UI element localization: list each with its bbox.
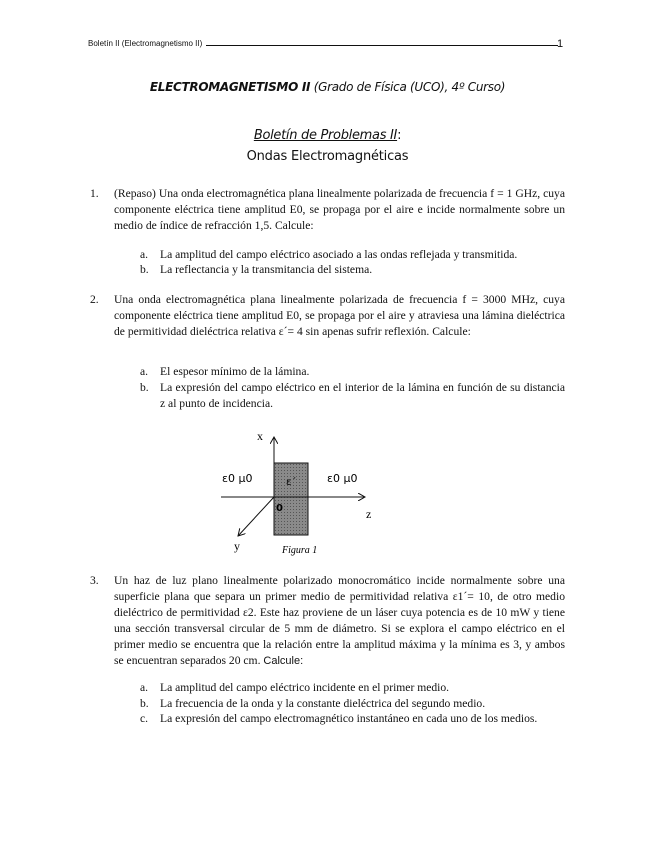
course-details: (Grado de Física (UCO), 4º Curso): [310, 80, 506, 94]
problem-3-part-b: [140, 696, 565, 712]
origin-label: 0: [276, 503, 283, 514]
part-text: La expresión del campo eléctrico en el interior de la lámina en función de su distancia z al punto de incidencia.: [160, 381, 565, 410]
problem-text: (Repaso) Una onda electromagnética plana linealmente polarizada de frecuencia f = 1 GHz, cuya componente eléctrica tiene amplitud E0, se propaga por el aire e incide normalmente sobre un medio de índice de refracción 1,5. Calcule:: [114, 187, 565, 232]
subtitle-line1: Boletín de Problemas II: [253, 128, 398, 143]
y-label: y: [234, 539, 240, 553]
page-number: 1: [557, 38, 564, 50]
x-label: x: [257, 429, 263, 443]
running-header: [88, 39, 564, 48]
problem-3-part-c: [140, 711, 565, 727]
problem-1: [90, 186, 565, 234]
part-label: a.: [140, 248, 149, 261]
problem-2-part-a: [140, 364, 565, 380]
subtitle-colon: :: [397, 128, 402, 143]
dielectric-slab: [274, 463, 308, 535]
subtitle-topic: Ondas Electromagnéticas: [246, 149, 409, 164]
part-text: La amplitud del campo eléctrico asociado a las ondas reflejada y transmitida.: [160, 248, 518, 261]
problem-number: 1.: [90, 187, 99, 200]
y-axis: [238, 497, 274, 536]
course-name: ELECTROMAGNETISMO II: [149, 80, 311, 94]
problem-1-part-b: [140, 262, 565, 278]
left-medium-label: ε0 μ0: [222, 472, 253, 485]
part-text: La reflectancia y la transmitancia del sistema.: [160, 263, 373, 276]
problem-3: [90, 573, 565, 669]
page-title: [0, 80, 655, 94]
part-label: b.: [140, 263, 149, 276]
problem-text: Una onda electromagnética plana linealmente polarizada de frecuencia f = 3000 MHz, cuya componente eléctrica tiene amplitud E0, se propaga por el aire y atraviesa una lámina dieléctrica de permitividad dieléctrica relativa ε´= 4 sin apenas sufrir reflexión. Calcule:: [114, 293, 565, 338]
part-label: b.: [140, 697, 149, 710]
running-title: Boletín II (Electromagnetismo II): [88, 39, 203, 48]
z-label: z: [366, 507, 372, 521]
part-label: a.: [140, 681, 149, 694]
problem-3-part-a: [140, 680, 565, 696]
problem-2-part-b: [140, 380, 565, 411]
figure-caption: Figura 1: [282, 545, 318, 556]
problem-text: Un haz de luz plano linealmente polarizado monocromático incide normalmente sobre una superficie plana que separa un primer medio de permitividad relativa ε1´= 10, de otro medio dieléctrico de permitividad ε2. Este haz proviene de un láser cuya potencia es de 10 mW y tiene una sección transversal circular de 5 mm de diámetro. Si se explora el campo eléctrico en el primer medio se encuentra que la relación entre la amplitud máxima y la mínima es 3, y ambos se encuentran separados 20 cm.: [114, 574, 565, 667]
part-label: b.: [140, 381, 149, 394]
part-text: El espesor mínimo de la lámina.: [160, 365, 310, 378]
header-rule: [206, 45, 558, 46]
calcule-label: Calcule:: [263, 655, 304, 667]
part-text: La amplitud del campo eléctrico incidente en el primer medio.: [160, 681, 450, 694]
part-text: La frecuencia de la onda y la constante dieléctrica del segundo medio.: [160, 697, 486, 710]
part-label: c.: [140, 712, 149, 725]
slab-label: ε´: [286, 477, 297, 488]
figure-1: [200, 425, 400, 565]
part-text: La expresión del campo electromagnético instantáneo en cada uno de los medios.: [160, 712, 538, 725]
part-label: a.: [140, 365, 149, 378]
subtitle: [0, 128, 655, 143]
problem-2: [90, 292, 565, 340]
problem-1-part-a: [140, 247, 565, 263]
right-medium-label: ε0 μ0: [327, 472, 358, 485]
problem-number: 3.: [90, 574, 99, 587]
problem-number: 2.: [90, 293, 99, 306]
